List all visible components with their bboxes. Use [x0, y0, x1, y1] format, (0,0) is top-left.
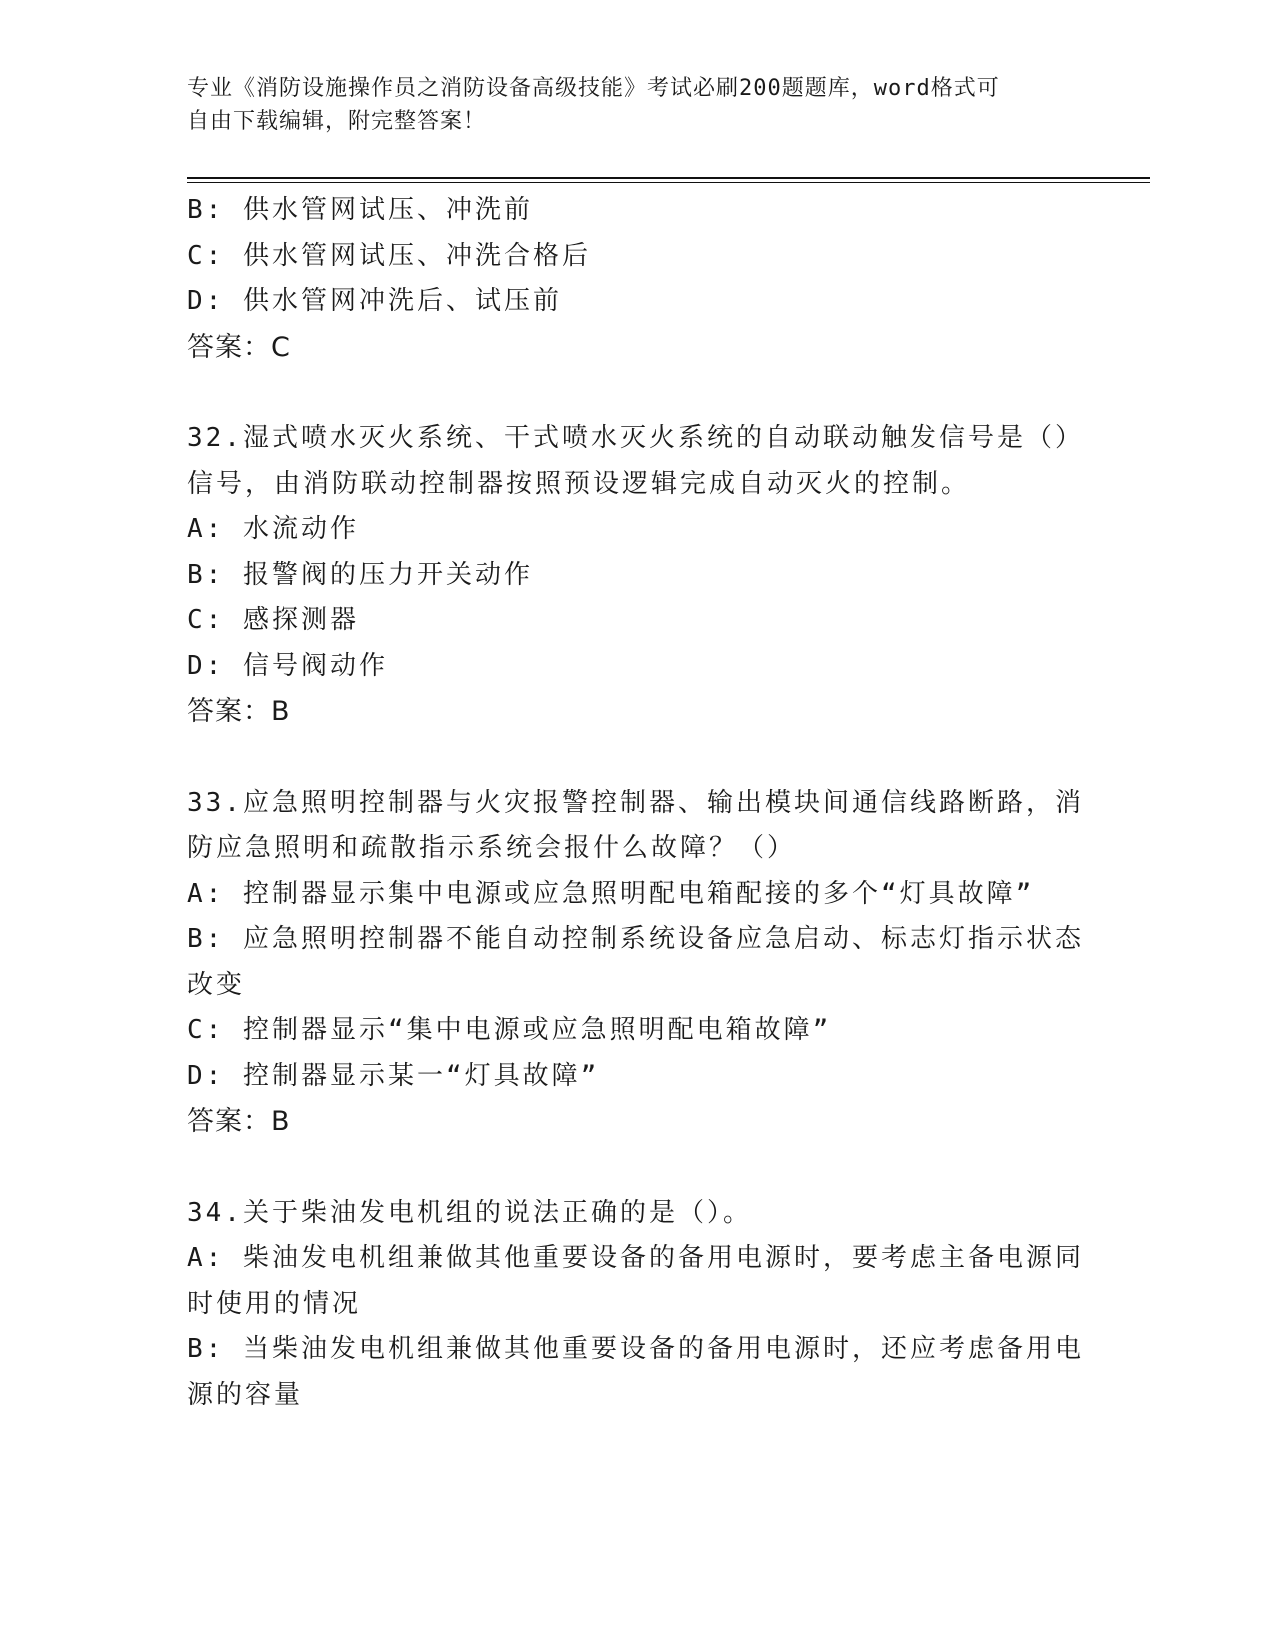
answer-line: 答案：B [187, 1106, 291, 1137]
option-a: A: 水流动作 [187, 514, 359, 544]
option-a: A: 柴油发电机组兼做其他重要设备的备用电源时，要考虑主备电源同 [187, 1243, 1084, 1273]
document-header [187, 72, 1067, 138]
question-32 [187, 416, 1084, 735]
question-stem: 34.关于柴油发电机组的说法正确的是（）。 [187, 1197, 752, 1228]
option-c: C: 控制器显示“集中电源或应急照明配电箱故障” [187, 1015, 832, 1045]
option-b: B: 供水管网试压、冲洗前 [187, 195, 533, 225]
option-c: C: 供水管网试压、冲洗合格后 [187, 240, 591, 271]
option-a-continued: 时使用的情况 [187, 1288, 362, 1319]
question-stem: 信号，由消防联动控制器按照预设逻辑完成自动灭火的控制。 [187, 468, 971, 499]
option-c: C: 感探测器 [187, 605, 359, 635]
spacer [187, 735, 1077, 781]
header-line-2: 自由下载编辑，附完整答案！ [187, 109, 487, 134]
answer-line: 答案：C [187, 331, 291, 363]
question-stem: 33.应急照明控制器与火灾报警控制器、输出模块间通信线路断路，消 [187, 787, 1084, 818]
spacer [187, 370, 1077, 416]
option-b-continued: 源的容量 [187, 1379, 304, 1410]
question-34 [187, 1191, 1084, 1419]
option-d: D: 控制器显示某一“灯具故障” [187, 1060, 600, 1091]
option-b: B: 当柴油发电机组兼做其他重要设备的备用电源时，还应考虑备用电 [187, 1334, 1084, 1364]
option-b: B: 报警阀的压力开关动作 [187, 559, 533, 590]
question-33 [187, 781, 1084, 1145]
option-d: D: 信号阀动作 [187, 650, 388, 681]
option-a: A: 控制器显示集中电源或应急照明配电箱配接的多个“灯具故障” [187, 878, 1035, 909]
header-line-1: 专业《消防设施操作员之消防设备高级技能》考试必刷200题题库，word格式可 [187, 76, 1000, 101]
option-b-continued: 改变 [187, 969, 246, 1000]
question-31-continued [187, 188, 1077, 370]
question-list [187, 188, 1084, 1418]
option-b: B: 应急照明控制器不能自动控制系统设备应急启动、标志灯指示状态 [187, 924, 1084, 954]
question-stem: 防应急照明和疏散指示系统会报什么故障？（） [187, 833, 797, 863]
question-stem: 32.湿式喷水灭火系统、干式喷水灭火系统的自动联动触发信号是（） [187, 423, 1084, 453]
answer-line: 答案：B [187, 696, 291, 727]
header-divider [187, 177, 1150, 183]
spacer [187, 1145, 1077, 1191]
option-d: D: 供水管网冲洗后、试压前 [187, 286, 562, 316]
